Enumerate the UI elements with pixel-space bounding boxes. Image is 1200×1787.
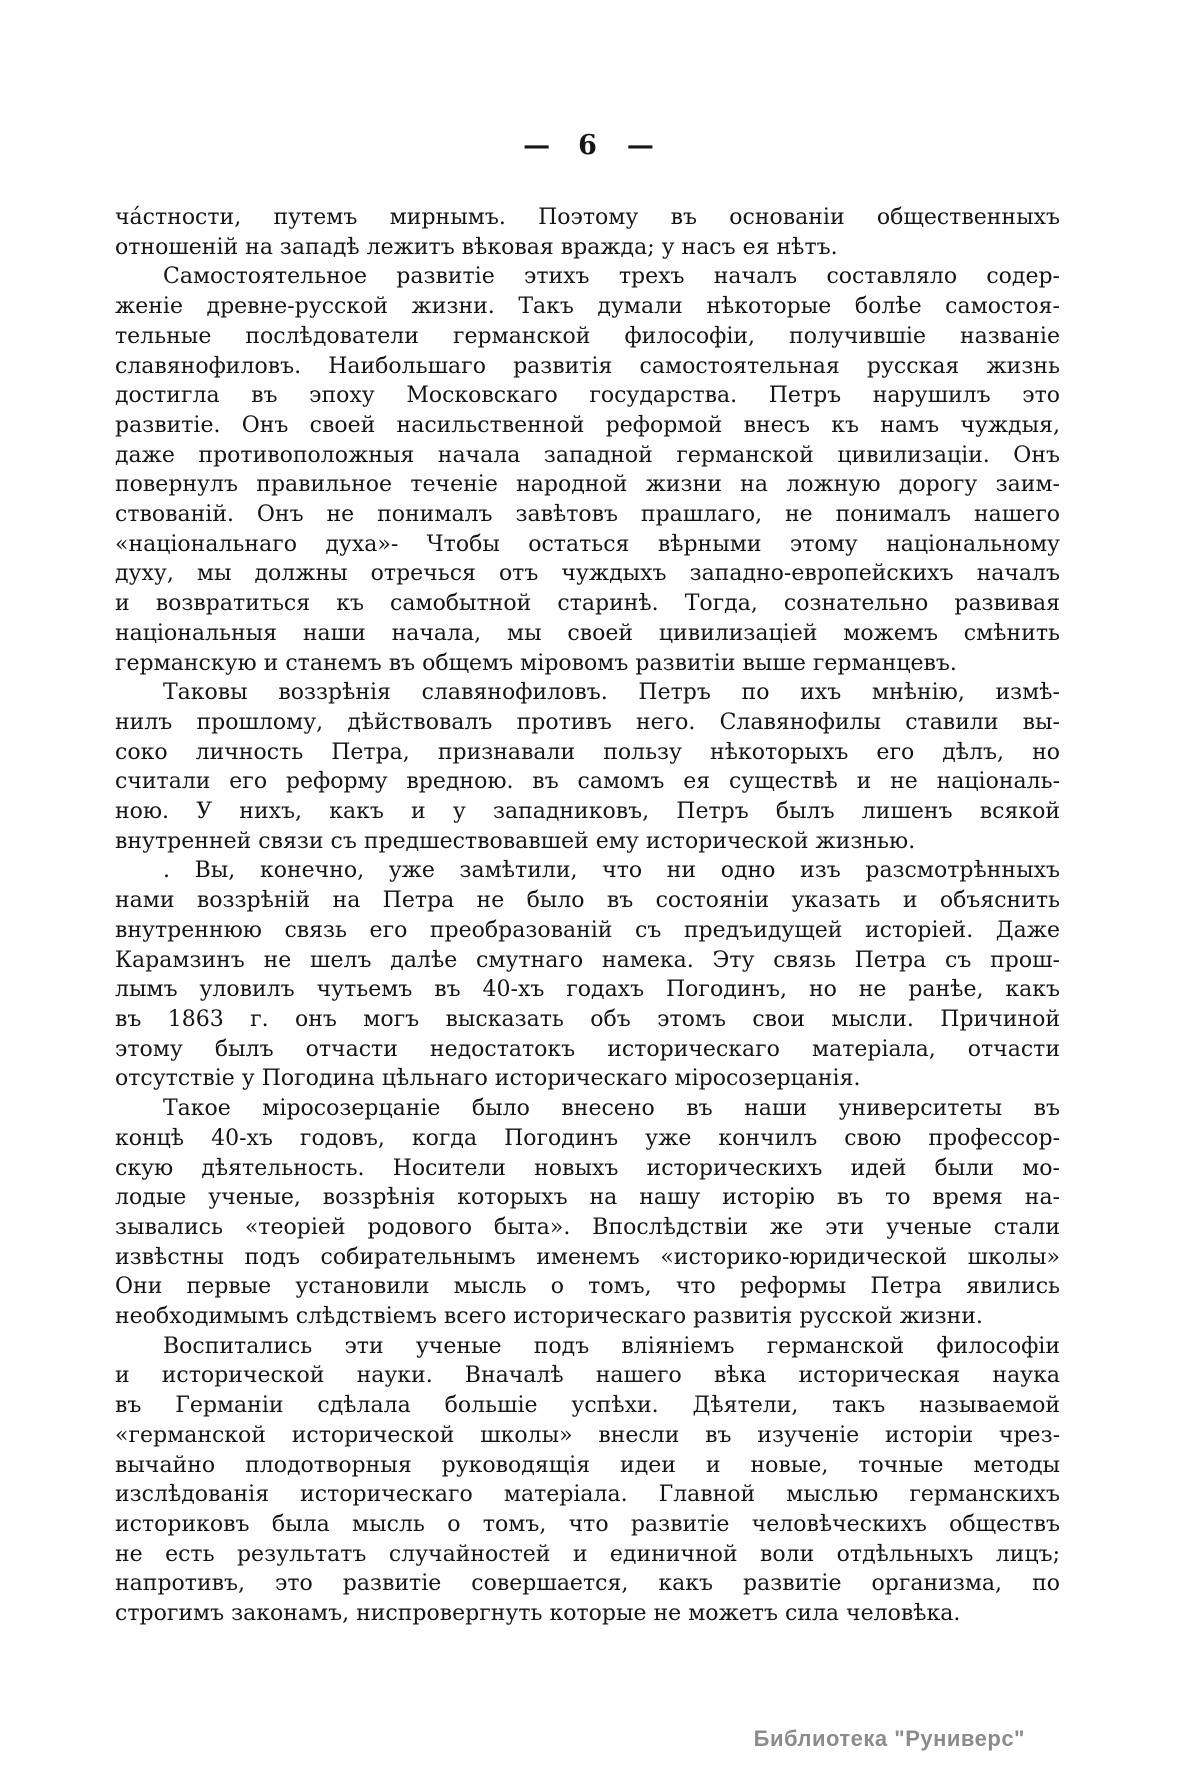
text-line: нами воззрѣній на Петра не было въ состояніи указать и объяснить <box>115 888 1060 914</box>
paragraph <box>115 1094 1060 1332</box>
text-line: историковъ была мысль о томъ, что развитіе человѣческихъ обществъ <box>115 1511 1060 1537</box>
text-line: соко личность Петра, признавали пользу нѣкоторыхъ его дѣлъ, но <box>115 739 1060 765</box>
text-line: зывались «теоріей родового быта». Впослѣдствіи же эти ученые стали <box>115 1214 1060 1240</box>
text-line: и возвратиться къ самобытной старинѣ. Тогда, сознательно развивая <box>115 591 1060 617</box>
text-line: духу, мы должны отречься отъ чуждыхъ западно-европейскихъ началъ <box>115 561 1060 587</box>
text-line: ною. У нихъ, какъ и у западниковъ, Петръ былъ лишенъ всякой <box>115 799 1060 825</box>
text-line: Воспитались эти ученые подъ вліяніемъ германской философіи <box>163 1333 1060 1359</box>
body-text-block <box>115 203 1060 1629</box>
text-line: женіе древне-русской жизни. Такъ думали нѣкоторые болѣе самостоя- <box>115 294 1060 320</box>
paragraph <box>115 856 1060 1094</box>
header-right-dash: — <box>626 130 652 161</box>
text-line: внутренней связи съ предшествовавшей ему исторической жизнью. <box>115 828 916 854</box>
text-line: Карамзинъ не шелъ далѣе смутнаго намека. Эту связь Петра съ прош- <box>115 947 1060 973</box>
text-line: Они первые установили мысль о томъ, что реформы Петра явились <box>115 1274 1060 1300</box>
text-line: нилъ прошлому, дѣйствовалъ противъ него. Славянофилы ставили вы- <box>115 709 1060 735</box>
text-line: скую дѣятельность. Носители новыхъ историческихъ идей были мо- <box>115 1155 1060 1181</box>
text-line: напротивъ, это развитіе совершается, какъ развитіе организма, по <box>115 1571 1060 1597</box>
text-line: Такое міросозерцаніе было внесено въ наши университеты въ <box>163 1096 1060 1122</box>
text-line: вычайно плодотворныя руководящія идеи и новые, точные методы <box>115 1452 1060 1478</box>
text-line: даже противоположныя начала западной германской цивилизаціи. Онъ <box>115 442 1060 468</box>
text-line: отношеній на западѣ лежитъ вѣковая вражда; у насъ ея нѣтъ. <box>115 234 838 260</box>
text-line: Таковы воззрѣнія славянофиловъ. Петръ по ихъ мнѣнію, измѣ- <box>163 680 1060 706</box>
text-line: въ 1863 г. онъ могъ высказать объ этомъ свои мысли. Причиной <box>115 1006 1060 1032</box>
text-line: національныя наши начала, мы своей цивилизаціей можемъ смѣнить <box>115 620 1060 646</box>
text-line: повернулъ правильное теченіе народной жизни на ложную дорогу заим- <box>115 472 1060 498</box>
text-line: необходимымъ слѣдствіемъ всего историческаго развитія русской жизни. <box>115 1304 983 1330</box>
text-line: «національнаго духа»- Чтобы остаться вѣрными этому національному <box>115 531 1060 557</box>
text-line: достигла въ эпоху Московскаго государства. Петръ нарушилъ это <box>115 383 1060 409</box>
header-left-dash: — <box>523 130 549 161</box>
text-line: ствованій. Онъ не понималъ завѣтовъ прашлаго, не понималъ нашего <box>115 502 1060 528</box>
paragraph <box>115 203 1060 262</box>
text-line: этому былъ отчасти недостатокъ историческаго матеріала, отчасти <box>115 1036 1060 1062</box>
paragraph <box>115 1332 1060 1629</box>
text-line: изслѣдованія историческаго матеріала. Главной мыслью германскихъ <box>115 1482 1060 1508</box>
paragraph <box>115 262 1060 678</box>
page-number-header <box>115 130 1060 161</box>
text-line: не есть результатъ случайностей и единичной воли отдѣльныхъ лицъ; <box>115 1541 1060 1567</box>
text-line: славянофиловъ. Наибольшаго развитія самостоятельная русская жизнь <box>115 353 1060 379</box>
text-line: . Вы, конечно, уже замѣтили, что ни одно изъ разсмотрѣнныхъ <box>163 858 1060 884</box>
text-line: лодые ученые, воззрѣнія которыхъ на нашу исторію въ то время на- <box>115 1185 1060 1211</box>
text-line: считали его реформу вредною. въ самомъ ея существѣ и не національ- <box>115 769 1060 795</box>
text-line: отсутствіе у Погодина цѣльнаго историческаго міросозерцанія. <box>115 1066 861 1092</box>
text-line: и исторической науки. Вначалѣ нашего вѣка историческая наука <box>115 1363 1060 1389</box>
library-watermark: Библиотека "Руниверс" <box>753 1726 1025 1751</box>
text-line: тельные послѣдователи германской философіи, получившіе названіе <box>115 323 1060 349</box>
text-line: внутреннюю связь его преобразованій съ предъидущей исторіей. Даже <box>115 917 1060 943</box>
text-line: германскую и станемъ въ общемъ міровомъ развитіи выше германцевъ. <box>115 650 957 676</box>
text-line: концѣ 40-хъ годовъ, когда Погодинъ уже кончилъ свою профессор- <box>115 1125 1060 1151</box>
text-line: строгимъ законамъ, ниспровергнуть которые не можетъ сила человѣка. <box>115 1601 961 1627</box>
text-line: «германской исторической школы» внесли въ изученіе исторіи чрез- <box>115 1422 1060 1448</box>
text-line: лымъ уловилъ чутьемъ въ 40-хъ годахъ Погодинъ, но не ранѣе, какъ <box>115 977 1060 1003</box>
page-number: 6 <box>578 130 597 161</box>
paragraph <box>115 678 1060 856</box>
text-line: ча́стности, путемъ мирнымъ. Поэтому въ основаніи общественныхъ <box>115 205 1060 230</box>
text-line: Самостоятельное развитіе этихъ трехъ началъ составляло содер- <box>163 264 1060 290</box>
text-line: въ Германіи сдѣлала большіе успѣхи. Дѣятели, такъ называемой <box>115 1393 1060 1419</box>
text-line: извѣстны подъ собирательнымъ именемъ «историко-юридической школы» <box>115 1244 1060 1270</box>
text-line: развитіе. Онъ своей насильственной реформой внесъ къ намъ чуждыя, <box>115 412 1060 438</box>
